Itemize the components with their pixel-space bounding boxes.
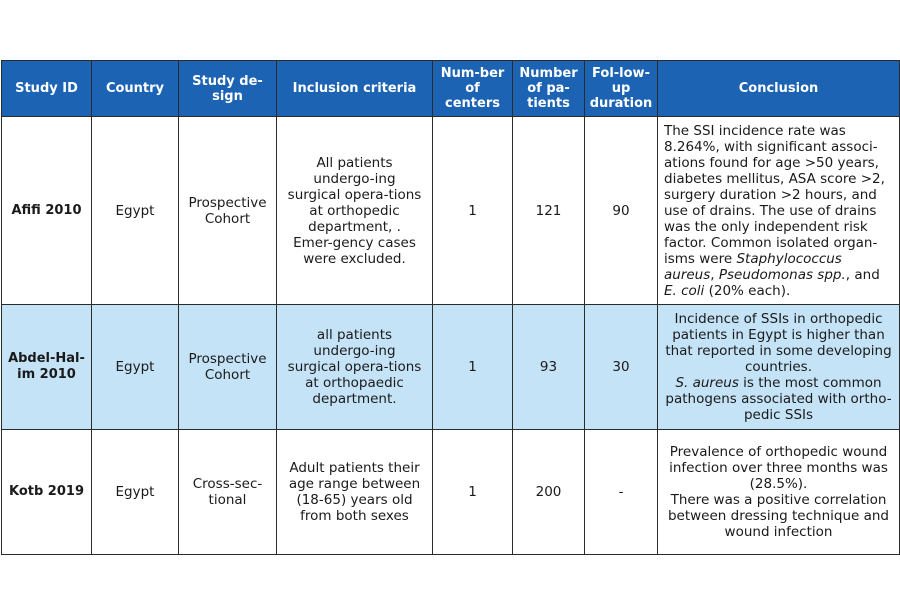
organism-name: S. aureus: [675, 375, 739, 391]
conclusion-text: Incidence of SSIs in orthopedic patients in Egypt is higher than that reported in some developing countries.: [665, 311, 892, 375]
cell-country: Egypt: [92, 430, 179, 555]
cell-follow-up-duration: 30: [585, 305, 658, 430]
organism-name: E. coli: [664, 282, 705, 299]
separator-text: , and: [845, 266, 880, 283]
organism-name: Pseudomonas spp.: [718, 266, 846, 283]
inclusion-text: all patients undergo-ing surgical opera-tions at orthopaedic department.: [287, 327, 422, 407]
cell-number-of-patients: 121: [513, 117, 585, 305]
inclusion-text: Adult patients their age range between (18-65) years old from both sexes: [288, 460, 421, 524]
cell-inclusion-criteria: [277, 305, 433, 430]
cell-conclusion: [658, 117, 900, 305]
cell-study-id: Kotb 2019: [2, 430, 92, 555]
cell-study-design: Cross-sec-tional: [179, 430, 277, 555]
conclusion-text: There was a positive correlation between dressing technique and wound infection: [667, 492, 890, 540]
organism-name: Staphylococcus aureus: [664, 250, 842, 283]
header-country: Country: [92, 61, 179, 117]
cell-study-design: Prospective Cohort: [179, 305, 277, 430]
separator-text: ,: [710, 266, 719, 283]
header-follow-up-duration: Fol-low-up duration: [585, 61, 658, 117]
header-number-of-patients: Number of pa-tients: [513, 61, 585, 117]
cell-conclusion: [658, 305, 900, 430]
studies-table-container: [1, 60, 899, 555]
table-row: [2, 305, 900, 430]
conclusion-text: The SSI incidence rate was 8.264%, with significant associ-ations found for age >50 years, diabetes mellitus, ASA score >2, surgery duration >2 hours, and use of drains. The use of drains was the only independent risk factor. Common isolated organ-isms were: [664, 122, 885, 267]
cell-number-of-centers: 1: [433, 430, 513, 555]
cell-conclusion: [658, 430, 900, 555]
cell-inclusion-criteria: [277, 117, 433, 305]
studies-table: [1, 60, 900, 555]
cell-study-design: Prospective Cohort: [179, 117, 277, 305]
cell-study-id: Abdel-Hal-im 2010: [2, 305, 92, 430]
table-row: [2, 430, 900, 555]
cell-number-of-centers: 1: [433, 305, 513, 430]
cell-number-of-patients: 93: [513, 305, 585, 430]
cell-number-of-centers: 1: [433, 117, 513, 305]
cell-follow-up-duration: 90: [585, 117, 658, 305]
cell-country: Egypt: [92, 117, 179, 305]
header-number-of-centers: Num-ber of centers: [433, 61, 513, 117]
conclusion-text: (20% each).: [704, 282, 791, 299]
conclusion-text: is the most common pathogens associated with ortho-pedic SSIs: [665, 375, 892, 423]
table-row: [2, 117, 900, 305]
cell-study-id: Afifi 2010: [2, 117, 92, 305]
cell-inclusion-criteria: [277, 430, 433, 555]
header-study-design: Study de-sign: [179, 61, 277, 117]
cell-number-of-patients: 200: [513, 430, 585, 555]
cell-country: Egypt: [92, 305, 179, 430]
header-study-id: Study ID: [2, 61, 92, 117]
header-inclusion-criteria: Inclusion criteria: [277, 61, 433, 117]
header-conclusion: Conclusion: [658, 61, 900, 117]
header-row: [2, 61, 900, 117]
cell-follow-up-duration: -: [585, 430, 658, 555]
inclusion-text: All patients undergo-ing surgical opera-tions at orthopedic department, . Emer-gency cases were excluded.: [287, 154, 422, 267]
conclusion-text: Prevalence of orthopedic wound infection over three months was (28.5%).: [669, 444, 888, 492]
